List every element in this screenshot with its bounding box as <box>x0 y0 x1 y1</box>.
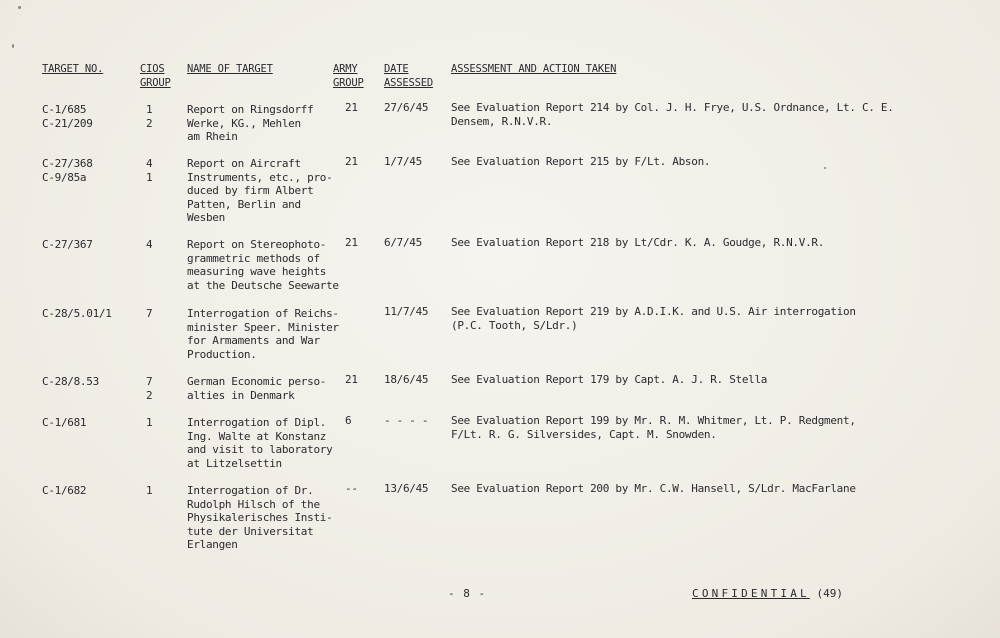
target-name: Interrogation of Dr. Rudolph Hilsch of the Physikalerisches Insti- tute der Universitat Erlangen <box>187 484 333 552</box>
target-name: Interrogation of Reichs- minister Speer. Minister for Armaments and War Production. <box>187 307 339 361</box>
target-name: Report on Aircraft Instruments, etc., pro- duced by firm Albert Patten, Berlin and Wesben <box>187 157 333 225</box>
assessment-text: See Evaluation Report 200 by Mr. C.W. Hansell, S/Ldr. MacFarlane <box>451 482 856 495</box>
date-assessed: 13/6/45 <box>384 482 429 495</box>
date-assessed: 27/6/45 <box>384 101 429 114</box>
cios-group: 7 2 <box>146 375 153 402</box>
date-assessed: - - - - <box>384 414 429 427</box>
document-number: (49) <box>816 587 843 600</box>
date-assessed: 11/7/45 <box>384 305 429 318</box>
target-number: C-1/681 <box>42 416 87 429</box>
classification-label: CONFIDENTIAL <box>692 587 810 600</box>
cios-group: 7 <box>146 307 153 320</box>
assessment-text: See Evaluation Report 215 by F/Lt. Abson. <box>451 155 711 168</box>
page-number: - 8 - <box>448 587 487 600</box>
target-name: Report on Stereophoto- grammetric methods of measuring wave heights at the Deutsche Seewarte <box>187 238 339 292</box>
cios-group: 1 2 <box>146 103 153 130</box>
paper-speck <box>12 44 14 48</box>
date-assessed: 6/7/45 <box>384 236 422 249</box>
army-group: 21 <box>345 373 358 386</box>
assessment-text: See Evaluation Report 218 by Lt/Cdr. K. A. Goudge, R.N.V.R. <box>451 236 825 249</box>
cios-group: 1 <box>146 416 153 429</box>
header-assessment: ASSESSMENT AND ACTION TAKEN <box>451 63 617 75</box>
target-number: C-28/8.53 <box>42 375 99 388</box>
target-number: C-1/682 <box>42 484 87 497</box>
cios-group: 1 <box>146 484 153 497</box>
paper-speck <box>18 6 21 9</box>
header-target-no: TARGET NO. <box>42 63 104 75</box>
target-name: Interrogation of Dipl. Ing. Walte at Konstanz and visit to laboratory at Litzelsettin <box>187 416 333 470</box>
assessment-text: See Evaluation Report 219 by A.D.I.K. and U.S. Air interrogation (P.C. Tooth, S/Ldr.) <box>451 305 856 332</box>
date-assessed: 18/6/45 <box>384 373 429 386</box>
cios-group: 4 <box>146 238 153 251</box>
cios-group: 4 1 <box>146 157 153 184</box>
target-number: C-27/368 C-9/85a <box>42 157 93 184</box>
target-number: C-28/5.01/1 <box>42 307 112 320</box>
header-name-of-target: NAME OF TARGET <box>187 63 273 75</box>
assessment-text: See Evaluation Report 214 by Col. J. H. Frye, U.S. Ordnance, Lt. C. E. Densem, R.N.V.R. <box>451 101 894 128</box>
header-army-group: ARMY GROUP <box>333 63 364 89</box>
assessment-text: See Evaluation Report 179 by Capt. A. J. R. Stella <box>451 373 768 386</box>
header-cios-group: CIOS GROUP <box>140 63 171 89</box>
army-group: 21 <box>345 155 358 168</box>
target-number: C-1/685 C-21/209 <box>42 103 93 130</box>
target-name: German Economic perso- alties in Denmark <box>187 375 327 402</box>
assessment-text: See Evaluation Report 199 by Mr. R. M. Whitmer, Lt. P. Redgment, F/Lt. R. G. Silversides, Capt. M. Snowden. <box>451 414 856 441</box>
army-group: 6 <box>345 414 352 427</box>
classification-footer <box>692 587 843 600</box>
target-number: C-27/367 <box>42 238 93 251</box>
header-date-assessed: DATE ASSESSED <box>384 63 433 89</box>
army-group: 21 <box>345 236 358 249</box>
target-name: Report on Ringsdorff Werke, KG., Mehlen am Rhein <box>187 103 314 144</box>
date-assessed: 1/7/45 <box>384 155 422 168</box>
army-group: -- <box>345 482 358 495</box>
army-group: 21 <box>345 101 358 114</box>
